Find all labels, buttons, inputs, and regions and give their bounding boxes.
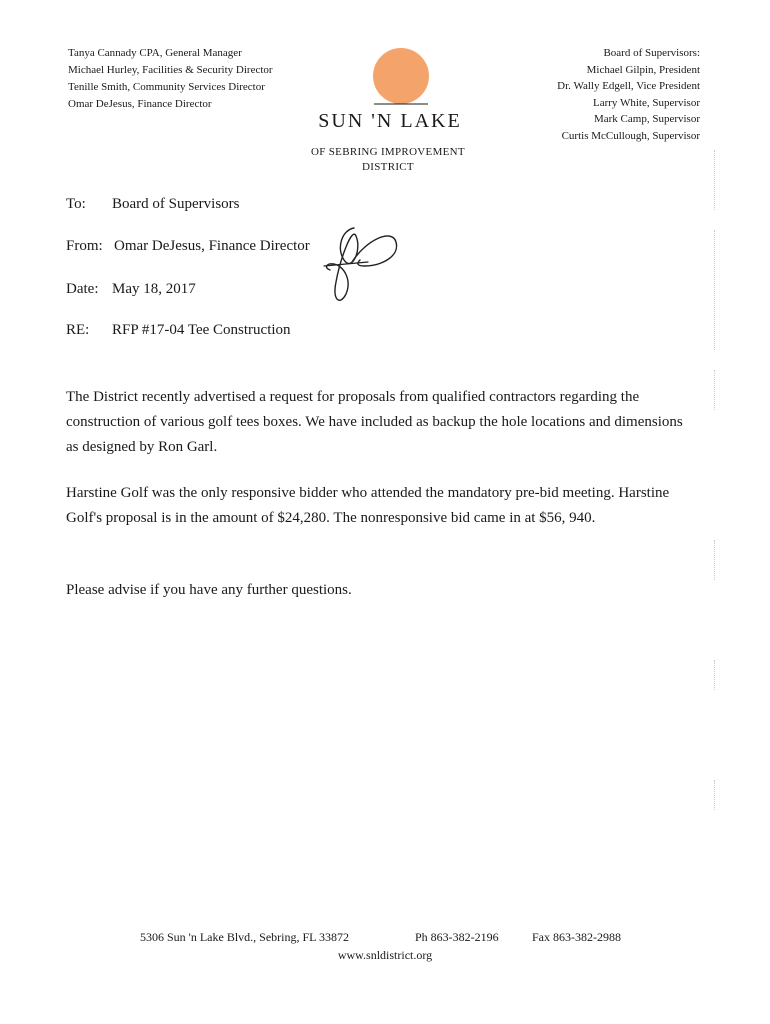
body-paragraph-2: Harstine Golf was the only responsive bidder who attended the mandatory pre-bid meeting. Harstine Golf's proposal is in the amount of $24,280. The nonresponsive bid came in at $56, 940. [66, 485, 670, 526]
body-paragraph-1: The District recently advertised a request for proposals from qualified contractors regarding the construction of various golf tees boxes. We have included as backup the hole locations and dimensions as designed by Ron Garl. [66, 389, 683, 455]
scan-mark [714, 780, 716, 810]
board-line: Larry White, Supervisor [592, 96, 700, 109]
memo-from-label: From: [66, 238, 103, 254]
memo-date [66, 281, 196, 298]
body-paragraph-3: Please advise if you have any further questions. [66, 582, 352, 598]
memo-date-label: Date: [66, 281, 99, 297]
staff-line: Michael Hurley, Facilities & Security Director [68, 64, 273, 76]
staff-line: Tanya Cannady CPA, General Manager [68, 47, 242, 59]
district-subtitle [290, 145, 486, 175]
footer-fax: Fax 863-382-2988 [532, 930, 621, 944]
footer-address: 5306 Sun 'n Lake Blvd., Sebring, FL 33872 [140, 930, 350, 944]
memo-date-value: May 18, 2017 [112, 281, 196, 297]
staff-line: Omar DeJesus, Finance Director [68, 98, 212, 110]
memo-to-value: Board of Supervisors [112, 196, 240, 212]
memo-re-value: RFP #17-04 Tee Construction [112, 322, 291, 338]
footer-phone: Ph 863-382-2196 [415, 930, 499, 944]
district-subtitle-line2: DISTRICT [362, 161, 414, 173]
scan-mark [714, 150, 716, 210]
scan-mark [714, 660, 716, 690]
scan-mark [714, 370, 716, 410]
scan-mark [714, 540, 716, 580]
memo-from-value: Omar DeJesus, Finance Director [114, 238, 310, 254]
memo-to [66, 196, 240, 213]
signature-initials [322, 220, 402, 310]
district-subtitle-line1: OF SEBRING IMPROVEMENT [311, 146, 465, 158]
memo-re [66, 322, 291, 339]
scan-mark [714, 230, 716, 350]
board-line: Dr. Wally Edgell, Vice President [557, 80, 700, 92]
board-line: Curtis McCullough, Supervisor [561, 129, 700, 142]
district-name: SUN 'N LAKE [318, 110, 462, 132]
board-line: Mark Camp, Supervisor [593, 113, 700, 125]
memo-to-label: To: [66, 196, 86, 212]
board-line: Board of Supervisors: [603, 47, 700, 59]
staff-list [68, 45, 273, 113]
board-list [557, 45, 700, 144]
sun-logo-icon [372, 47, 430, 105]
staff-line: Tenille Smith, Community Services Director [68, 81, 265, 93]
footer-website: www.snldistrict.org [337, 948, 433, 962]
board-line: Michael Gilpin, President [586, 63, 700, 76]
memo-from [66, 238, 310, 255]
memo-re-label: RE: [66, 322, 90, 338]
